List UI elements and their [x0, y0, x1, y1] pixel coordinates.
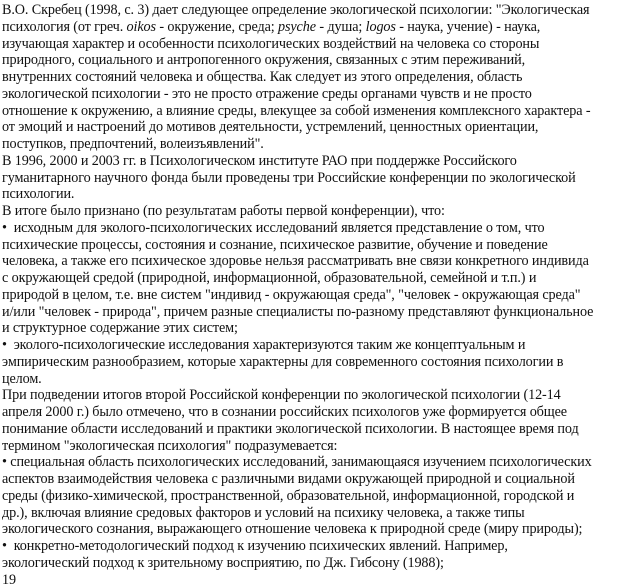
- text-line: [2, 52, 620, 69]
- text-line: [2, 354, 620, 371]
- text-run: • исходным для эколого-психологических исследований является представление о том, что: [2, 220, 544, 236]
- text-line: [2, 320, 620, 337]
- text-run: экологического сознания, выражающего отношение человека к природной среде (миру природы);: [2, 521, 582, 537]
- text-line: [2, 304, 620, 321]
- text-line: [2, 119, 620, 136]
- text-line: [2, 505, 620, 522]
- text-run: • эколого-психологические исследования характеризуются таким же концептуальным и: [2, 337, 525, 353]
- text-line: [2, 538, 620, 555]
- text-run: В.О. Скребец (1998, с. 3) дает следующее определение экологической психологии: "Экологическая: [2, 2, 589, 18]
- text-line: [2, 153, 620, 170]
- text-run: психологии.: [2, 186, 74, 202]
- text-run: термином "экологическая психология" подразумевается:: [2, 438, 337, 454]
- text-line: [2, 103, 620, 120]
- text-run: В 1996, 2000 и 2003 гг. в Психологическом институте РАО при поддержке Российского: [2, 153, 517, 169]
- text-run: от эмоций и настроений до мотивов деятельности, устремлений, ценностных ориентации,: [2, 119, 538, 135]
- text-line: [2, 337, 620, 354]
- page-number: 19: [2, 572, 620, 588]
- text-line: [2, 521, 620, 538]
- text-run: - окружение, среда;: [156, 19, 278, 35]
- text-run: природой в целом, т.е. вне систем "индивид - окружающая среда", "человек - окружающая среда": [2, 287, 580, 303]
- text-line: [2, 170, 620, 187]
- text-line: [2, 86, 620, 103]
- text-content: [2, 2, 620, 572]
- text-run: гуманитарного научного фонда были проведены три Российские конференции по экологической: [2, 170, 576, 186]
- text-line: [2, 36, 620, 53]
- text-run: человека, а также его психическое здоровье нельзя рассматривать вне связи конкретного индивида: [2, 253, 589, 269]
- text-run: понимание области исследований и практики экологической психологии. В настоящее время под: [2, 421, 579, 437]
- text-line: [2, 287, 620, 304]
- text-line: [2, 69, 620, 86]
- text-run: изучающая характер и особенности психологических воздействий на человека со стороны: [2, 36, 539, 52]
- text-line: [2, 488, 620, 505]
- text-run: - душа;: [316, 19, 366, 35]
- text-run: апреля 2000 г.) было отмечено, что в сознании российских психологов уже формируется общее: [2, 404, 567, 420]
- italic-term: psyche: [278, 19, 316, 35]
- text-run: В итоге было признано (по результатам работы первой конференции), что:: [2, 203, 445, 219]
- text-run: психические процессы, состояния и сознание, психическое развитие, обучение и поведение: [2, 237, 548, 253]
- italic-term: logos: [366, 19, 396, 35]
- text-run: внутренних состояний человека и общества. Как следует из этого определения, область: [2, 69, 522, 85]
- text-run: При подведении итогов второй Российской конференции по экологической психологии (12-14: [2, 387, 561, 403]
- text-run: экологической психологии - это не просто отражение среды органами чувств и не просто: [2, 86, 532, 102]
- text-line: [2, 220, 620, 237]
- italic-term: oikos: [127, 19, 156, 35]
- text-line: [2, 2, 620, 19]
- text-run: эмпирическим разнообразием, которые характерны для современного состояния психологии в: [2, 354, 563, 370]
- text-run: поступков, предпочтений, волеизъявлений".: [2, 136, 264, 152]
- text-run: • специальная область психологических исследований, занимающаяся изучением психологических: [2, 454, 592, 470]
- text-line: [2, 19, 620, 36]
- text-run: экологический подход к зрительному восприятию, по Дж. Гибсону (1988);: [2, 555, 444, 571]
- text-run: • конкретно-методологический подход к изучению психических явлений. Например,: [2, 538, 508, 554]
- text-line: [2, 371, 620, 388]
- text-line: [2, 237, 620, 254]
- text-line: [2, 136, 620, 153]
- text-run: с окружающей средой (природной, информационной, образовательной, семейной и т.п.) и: [2, 270, 536, 286]
- text-line: [2, 203, 620, 220]
- text-run: аспектов взаимодействия человека с различными видами окружающей природной и социальной: [2, 471, 575, 487]
- text-line: [2, 270, 620, 287]
- text-line: [2, 186, 620, 203]
- text-line: [2, 421, 620, 438]
- text-line: [2, 387, 620, 404]
- text-run: др.), включая влияние средовых факторов и условий на психику человека, а также типы: [2, 505, 525, 521]
- text-run: и структурное содержание этих систем;: [2, 320, 238, 336]
- text-line: [2, 253, 620, 270]
- text-run: природного, социального и антропогенного окружения, связанных с этим переживаний,: [2, 52, 525, 68]
- text-line: [2, 555, 620, 572]
- text-run: целом.: [2, 371, 42, 387]
- text-line: [2, 438, 620, 455]
- text-run: и/или "человек - природа", причем разные специалисты по-разному представляют функциональное: [2, 304, 593, 320]
- text-run: - наука, учение) - наука,: [396, 19, 540, 35]
- text-run: среды (физико-химической, пространственной, образовательной, информационной, городской и: [2, 488, 574, 504]
- text-line: [2, 404, 620, 421]
- text-run: психология (от греч.: [2, 19, 127, 35]
- text-line: [2, 454, 620, 471]
- text-run: отношение к окружению, а влияние среды, влекущее за собой изменения комплексного характера -: [2, 103, 590, 119]
- text-line: [2, 471, 620, 488]
